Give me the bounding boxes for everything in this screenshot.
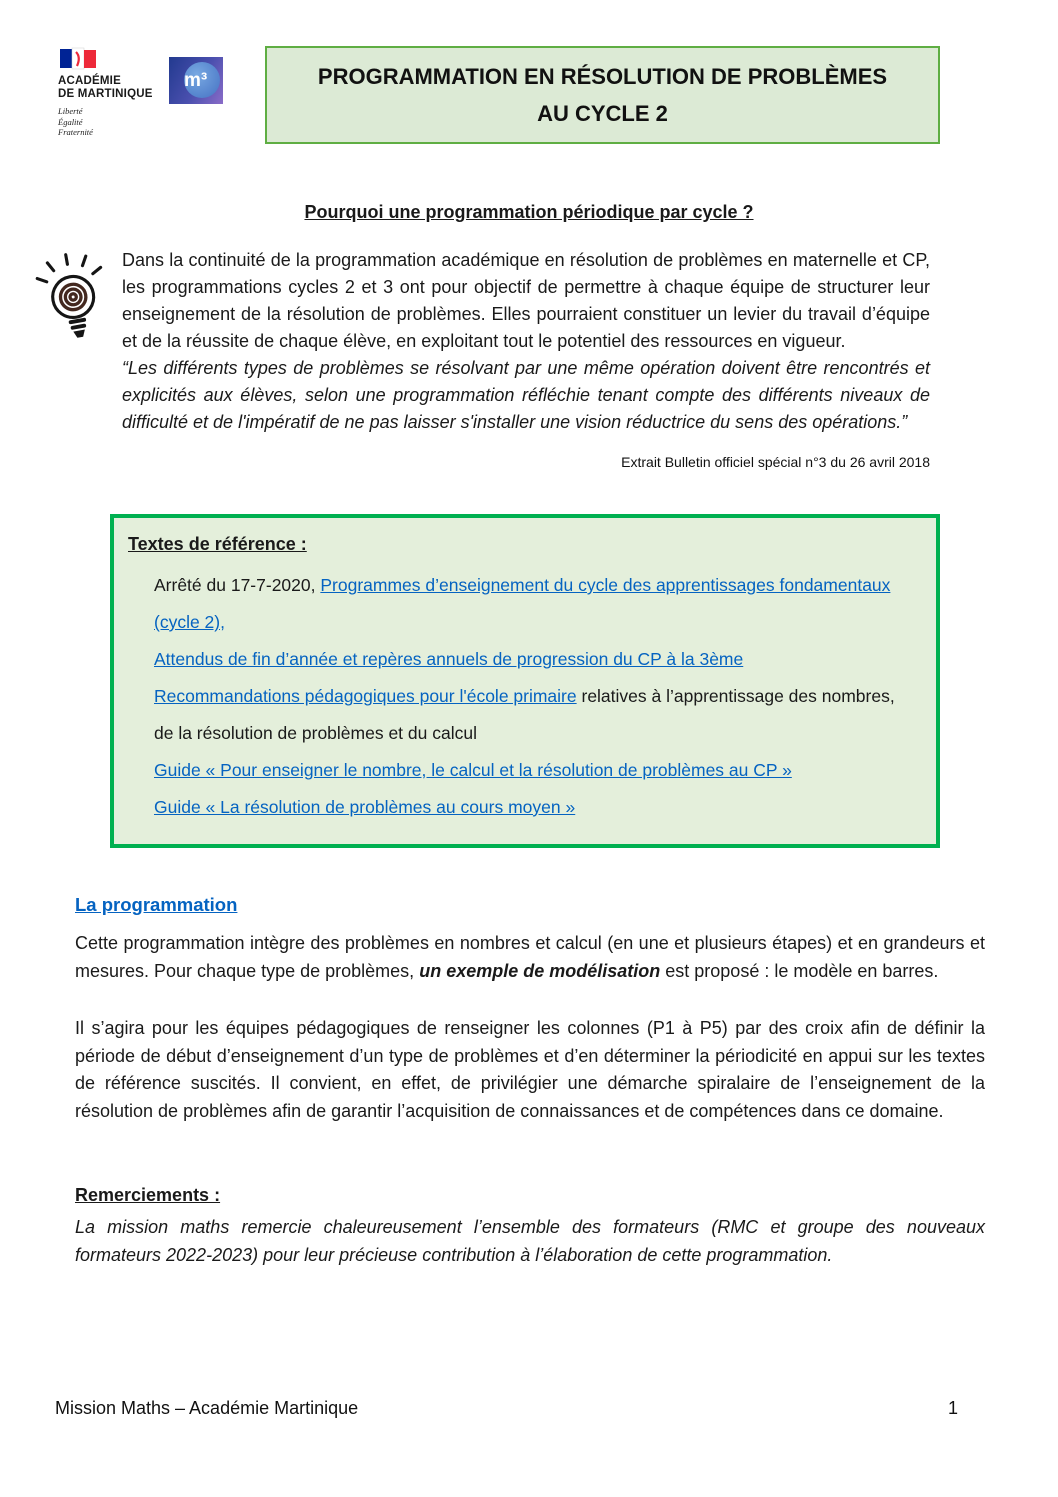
academy-name-line1: ACADÉMIE — [58, 75, 121, 87]
lightbulb-icon — [34, 247, 122, 436]
intro-heading: Pourquoi une programmation périodique par cycle ? — [304, 202, 754, 222]
m3-logo-label: m³ — [183, 69, 208, 91]
reference-link-attendus[interactable]: Attendus de fin d’année et repères annuels de progression du CP à la 3ème — [154, 649, 744, 669]
reference-item-3 — [154, 678, 910, 752]
footer-left: Mission Maths – Académie Martinique — [55, 1398, 359, 1418]
intro-text — [122, 247, 930, 436]
intro-paragraph: Dans la continuité de la programmation académique en résolution de problèmes en maternelle et CP, les programmations cycles 2 et 3 ont pour objectif de permettre à chaque équipe de structurer leur enseignement de la résolution de problèmes. Elles pourraient constituer un levier du travail d’équipe et de la réussite de chaque élève, en exploitant tout le potentiel des ressources en vigueur. — [122, 250, 930, 351]
document-title-box — [265, 46, 940, 144]
reference-list — [154, 567, 910, 826]
academy-name-line2: DE MARTINIQUE — [58, 88, 153, 100]
heading-la-programmation: La programmation — [75, 894, 238, 915]
intro-section — [34, 247, 930, 436]
intro-quote: “Les différents types de problèmes se résolvant par une même opération doivent être rencontrés et explicités aux élèves, selon une programmation réfléchie tenant compte des différents niveaux de difficulté et de l'impératif de ne pas laisser s'installer une vision réductrice du sens des opérations.” — [122, 358, 930, 432]
source-note: Extrait Bulletin officiel spécial n°3 du 26 avril 2018 — [621, 454, 930, 470]
m3-logo — [169, 57, 223, 104]
reference-link-programmes-cycle2[interactable]: Programmes d’enseignement du cycle des apprentissages fondamentaux (cycle 2), — [154, 575, 891, 632]
academy-name — [58, 75, 153, 101]
motto-line3: Fraternité — [58, 127, 93, 137]
programmation-p1-start: Cette programmation intègre des problèmes en nombres et calcul (en une et plusieurs étapes) et en grandeurs et mesures. Pour chaque type de problèmes, — [75, 933, 985, 981]
motto-line2: Égalité — [58, 116, 83, 127]
page-title-line2: AU CYCLE 2 — [537, 101, 668, 126]
remerciements-heading: Remerciements : — [75, 1185, 221, 1205]
remerciements-text: La mission maths remercie chaleureusement l’ensemble des formateurs (RMC et groupe des nouveaux formateurs 2022-2023) pour leur précieuse contribution à l’élaboration de cette programmation. — [75, 1217, 985, 1265]
reference-link-guide-cours-moyen[interactable]: Guide « La résolution de problèmes au cours moyen » — [154, 797, 576, 817]
motto-line1: Liberté — [58, 106, 83, 116]
reference-link-guide-cp[interactable]: Guide « Pour enseigner le nombre, le calcul et la résolution de problèmes au CP » — [154, 760, 792, 780]
french-flag-icon — [58, 46, 100, 72]
academy-logo — [58, 46, 153, 138]
reference-item-5 — [154, 789, 910, 826]
page-footer — [55, 1398, 958, 1419]
reference-item-2 — [154, 641, 910, 678]
programmation-paragraph-1 — [75, 930, 985, 985]
page-title-line1: PROGRAMMATION EN RÉSOLUTION DE PROBLÈMES — [317, 64, 888, 89]
page-header — [0, 0, 1058, 144]
reference-link-recommandations[interactable]: Recommandations pédagogiques pour l'école primaire — [154, 686, 577, 706]
republic-motto — [58, 106, 153, 138]
reference-item-1-prefix: Arrêté du 17-7-2020, — [154, 575, 321, 595]
programmation-p1-end: est proposé : le modèle en barres. — [660, 960, 939, 981]
reference-box-title: Textes de référence : — [128, 534, 307, 554]
reference-item-4 — [154, 752, 910, 789]
page-number: 1 — [947, 1398, 958, 1418]
academy-logo-area — [58, 46, 265, 138]
reference-box — [110, 514, 940, 848]
reference-item-3-suffix: relatives à l’apprentissage des nombres, de la résolution de problèmes et du calcul — [154, 686, 895, 743]
programmation-p1-emphasis: un exemple de modélisation — [419, 960, 661, 981]
programmation-paragraph-2: Il s’agira pour les équipes pédagogiques de renseigner les colonnes (P1 à P5) par des croix afin de définir la période de début d’enseignement d’un type de problèmes et d’en déterminer la périodicité en appui sur les textes de référence suscités. Il convient, en effet, de privilégier une démarche spiralaire de l’enseignement de la résolution de problèmes afin de garantir l’acquisition de connaissances et de compétences dans ce domaine. — [75, 1018, 985, 1121]
reference-item-1 — [154, 567, 910, 641]
